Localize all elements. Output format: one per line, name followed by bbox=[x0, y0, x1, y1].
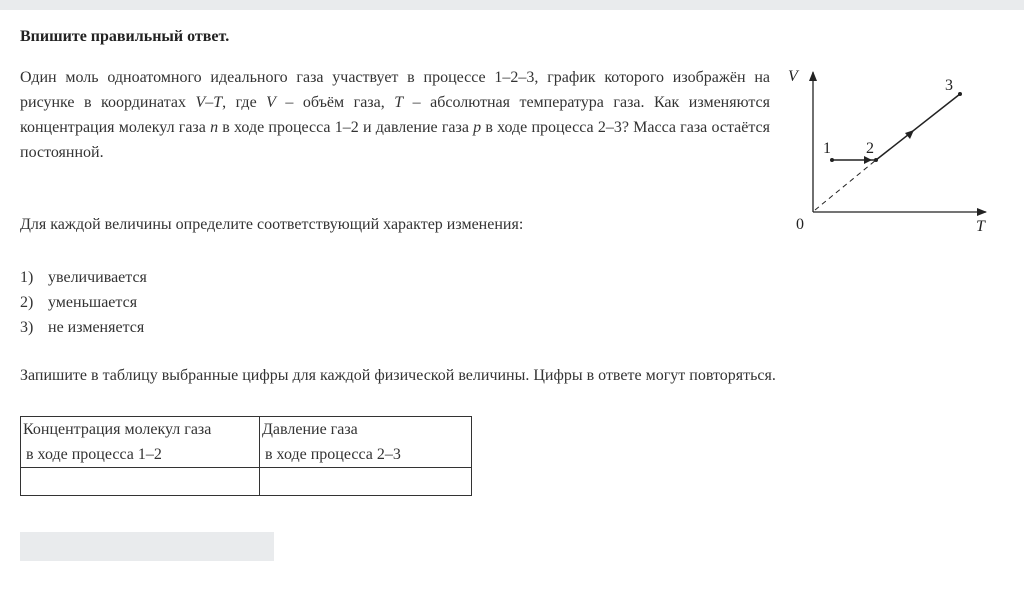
option-number: 1) bbox=[20, 269, 34, 286]
axis-x-label: T bbox=[976, 218, 985, 235]
answer-header-concentration: Концентрация молекул газа в ходе процесса 1–2 bbox=[21, 417, 260, 468]
answer-input-bar[interactable] bbox=[20, 532, 274, 561]
axis-y-label: V bbox=[788, 68, 798, 85]
option-text: увеличивается bbox=[48, 269, 147, 286]
point-1-label: 1 bbox=[823, 140, 831, 157]
answer-table bbox=[20, 416, 472, 496]
answer-header-pressure: Давление газа в ходе процесса 2–3 bbox=[260, 417, 472, 468]
dashed-line bbox=[815, 160, 876, 210]
option-number: 2) bbox=[20, 294, 34, 311]
option-item bbox=[20, 290, 147, 315]
arrow-2-3 bbox=[905, 130, 914, 139]
answer-cell-concentration[interactable] bbox=[21, 468, 260, 496]
point-3-label: 3 bbox=[945, 77, 953, 94]
vt-graph bbox=[780, 58, 1000, 243]
process-2-3 bbox=[876, 94, 960, 160]
top-strip bbox=[0, 0, 1024, 10]
option-number: 3) bbox=[20, 319, 34, 336]
point-2-label: 2 bbox=[866, 140, 874, 157]
task-title: Впишите правильный ответ. bbox=[20, 28, 230, 45]
option-text: уменьшается bbox=[48, 294, 138, 311]
origin-label: 0 bbox=[796, 216, 804, 233]
answer-cell-pressure[interactable] bbox=[260, 468, 472, 496]
arrow-1-2 bbox=[864, 156, 872, 164]
problem-text: Один моль одноатомного идеального газа участвует в процессе 1–2–3, график которого изображён на рисунке в координатах V–T, где V – объём газа, T – абсолютная температура газа. Как изменяются концентрация молекул газа n в ходе процесса 1–2 и давление газа p в ходе процесса 2–3? Масса газа остаётся постоянной. bbox=[20, 69, 771, 161]
point-3 bbox=[958, 92, 962, 96]
option-item bbox=[20, 265, 147, 290]
option-item bbox=[20, 315, 147, 340]
point-2 bbox=[874, 158, 878, 162]
instruction: Для каждой величины определите соответствующий характер изменения: bbox=[20, 216, 524, 233]
options-list bbox=[20, 265, 147, 340]
point-1 bbox=[830, 158, 834, 162]
axes-label: V–T bbox=[195, 94, 223, 111]
table-instruction: Запишите в таблицу выбранные цифры для каждой физической величины. Цифры в ответе могут повторяться. bbox=[20, 367, 776, 384]
option-text: не изменяется bbox=[48, 319, 145, 336]
